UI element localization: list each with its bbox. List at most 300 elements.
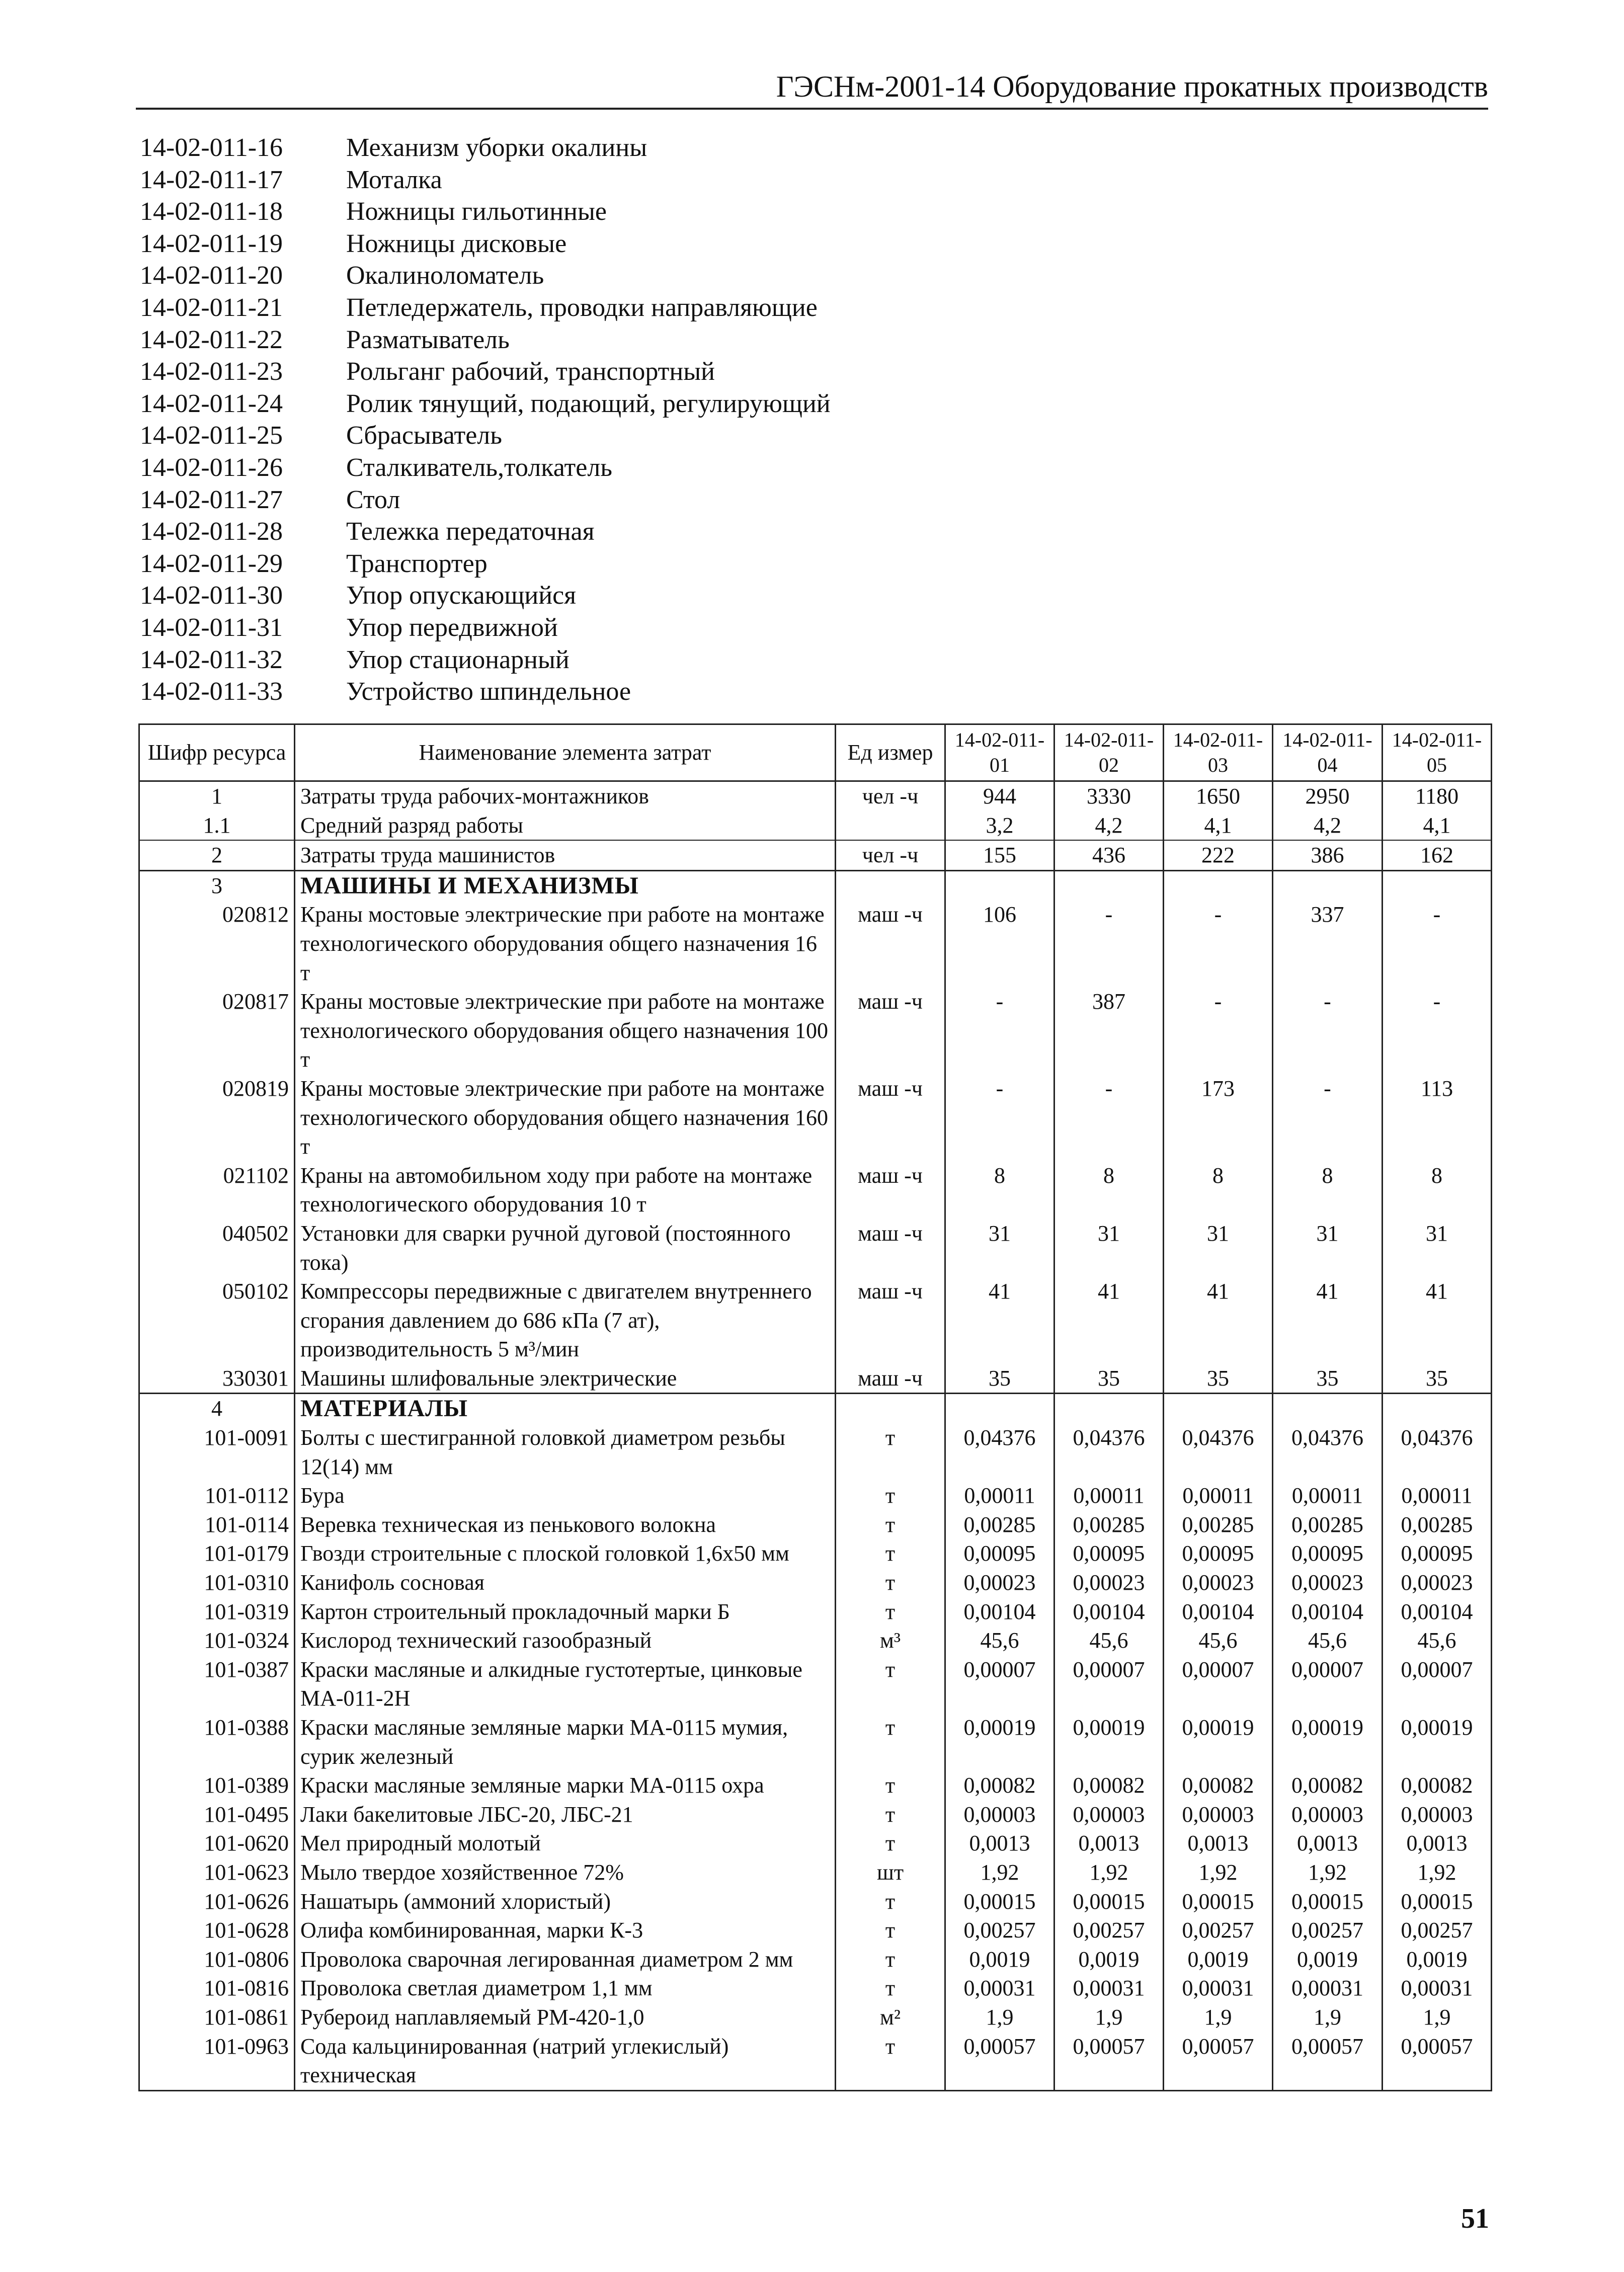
resource-code: 101-0628 bbox=[139, 1916, 295, 1945]
value-cell: 0,00031 bbox=[1273, 1974, 1383, 2003]
value-cell: 0,00104 bbox=[1054, 1597, 1164, 1627]
resource-name: Машины шлифовальные электрические bbox=[295, 1364, 836, 1394]
value-cell: 1,9 bbox=[1273, 2003, 1383, 2032]
page-number: 51 bbox=[1461, 2203, 1489, 2234]
value-cell: 0,00031 bbox=[1054, 1974, 1164, 2003]
resource-name: Проволока сварочная легированная диаметром 2 мм bbox=[295, 1945, 836, 1974]
resource-unit: т bbox=[836, 1597, 945, 1627]
resource-code: 1.1 bbox=[139, 811, 295, 841]
resource-code: 101-0310 bbox=[139, 1568, 295, 1597]
value-cell: 0,00257 bbox=[1164, 1916, 1273, 1945]
value-cell: 0,00082 bbox=[1383, 1771, 1492, 1800]
resource-code: 101-0319 bbox=[139, 1597, 295, 1627]
value-cell: 4,1 bbox=[1383, 811, 1492, 841]
value-cell: 0,00019 bbox=[1054, 1713, 1164, 1771]
resource-name: Краны мостовые электрические при работе на монтаже технологического оборудования общего назначения 160 т bbox=[295, 1074, 836, 1161]
table-row bbox=[139, 900, 1492, 987]
resource-name: Краски масляные и алкидные густотертые, цинковые МА-011-2Н bbox=[295, 1655, 836, 1713]
resource-unit: т bbox=[836, 1539, 945, 1568]
value-cell: 35 bbox=[1164, 1364, 1273, 1394]
value-cell: 0,00057 bbox=[1273, 2032, 1383, 2091]
value-cell: 41 bbox=[1164, 1277, 1273, 1364]
value-cell: 0,00011 bbox=[945, 1481, 1054, 1510]
value-cell: 0,00285 bbox=[1273, 1510, 1383, 1539]
resource-name: Лаки бакелитовые ЛБС-20, ЛБС-21 bbox=[295, 1800, 836, 1829]
resource-name: Краны мостовые электрические при работе на монтаже технологического оборудования общего назначения 100 т bbox=[295, 987, 836, 1074]
value-cell bbox=[1273, 870, 1383, 900]
header-col-4: 14-02-011-04 bbox=[1273, 724, 1383, 781]
value-cell: 8 bbox=[1273, 1161, 1383, 1219]
value-cell: 0,00057 bbox=[1164, 2032, 1273, 2091]
resource-name: Нашатырь (аммоний хлористый) bbox=[295, 1887, 836, 1916]
subsection-code: 14-02-011-32 bbox=[140, 645, 283, 674]
value-cell: 0,0013 bbox=[1273, 1829, 1383, 1858]
subsection-item bbox=[140, 356, 831, 388]
value-cell: 0,0013 bbox=[945, 1829, 1054, 1858]
value-cell: 944 bbox=[945, 781, 1054, 811]
subsection-name: Транспортер bbox=[346, 549, 488, 578]
value-cell: 0,00003 bbox=[1164, 1800, 1273, 1829]
value-cell: 0,00003 bbox=[1383, 1800, 1492, 1829]
subsection-name: Упор опускающийся bbox=[346, 581, 577, 610]
table-row bbox=[139, 1887, 1492, 1916]
value-cell: 45,6 bbox=[1054, 1626, 1164, 1655]
subsection-code: 14-02-011-17 bbox=[140, 165, 283, 194]
value-cell: 0,00023 bbox=[1054, 1568, 1164, 1597]
subsection-code: 14-02-011-26 bbox=[140, 453, 283, 482]
table-row bbox=[139, 1219, 1492, 1277]
resource-code: 101-0623 bbox=[139, 1858, 295, 1887]
subsection-item bbox=[140, 196, 831, 228]
value-cell: 0,00104 bbox=[945, 1597, 1054, 1627]
resource-name: Краски масляные земляные марки МА-0115 мумия, сурик железный bbox=[295, 1713, 836, 1771]
resource-code: 101-0388 bbox=[139, 1713, 295, 1771]
table-row bbox=[139, 1713, 1492, 1771]
subsection-code: 14-02-011-25 bbox=[140, 421, 283, 450]
header-name: Наименование элемента затрат bbox=[295, 724, 836, 781]
resource-code: 330301 bbox=[139, 1364, 295, 1394]
value-cell: 31 bbox=[1054, 1219, 1164, 1277]
resource-unit: т bbox=[836, 1481, 945, 1510]
subsection-code: 14-02-011-19 bbox=[140, 229, 283, 258]
header-code: Шифр ресурса bbox=[139, 724, 295, 781]
value-cell: 41 bbox=[945, 1277, 1054, 1364]
subsection-item bbox=[140, 260, 831, 292]
table-row bbox=[139, 1510, 1492, 1539]
resource-unit: маш -ч bbox=[836, 987, 945, 1074]
value-cell: - bbox=[945, 987, 1054, 1074]
resource-name: Бура bbox=[295, 1481, 836, 1510]
subsection-name: Ролик тянущий, подающий, регулирующий bbox=[346, 389, 831, 418]
resource-unit: маш -ч bbox=[836, 1161, 945, 1219]
resource-unit: т bbox=[836, 1829, 945, 1858]
value-cell: 0,00007 bbox=[1164, 1655, 1273, 1713]
subsection-name: Упор стационарный bbox=[346, 645, 570, 674]
table-row bbox=[139, 1481, 1492, 1510]
value-cell: 0,00257 bbox=[1273, 1916, 1383, 1945]
resource-unit: м³ bbox=[836, 1626, 945, 1655]
resource-unit bbox=[836, 870, 945, 900]
value-cell bbox=[1383, 1394, 1492, 1423]
value-cell: 0,00031 bbox=[1164, 1974, 1273, 2003]
value-cell: 0,0019 bbox=[1273, 1945, 1383, 1974]
subsection-code: 14-02-011-22 bbox=[140, 325, 283, 354]
resource-unit: т bbox=[836, 1887, 945, 1916]
value-cell bbox=[945, 1394, 1054, 1423]
value-cell: 0,00007 bbox=[1273, 1655, 1383, 1713]
value-cell: 1,92 bbox=[1054, 1858, 1164, 1887]
resource-name: Компрессоры передвижные с двигателем внутреннего сгорания давлением до 686 кПа (7 ат), производительность 5 м³/мин bbox=[295, 1277, 836, 1364]
table-row bbox=[139, 1597, 1492, 1627]
table-row bbox=[139, 2003, 1492, 2032]
resource-code: 020819 bbox=[139, 1074, 295, 1161]
resource-code: 101-0387 bbox=[139, 1655, 295, 1713]
resource-unit: маш -ч bbox=[836, 1277, 945, 1364]
value-cell: - bbox=[1054, 900, 1164, 987]
value-cell: 31 bbox=[1164, 1219, 1273, 1277]
resource-code: 101-0816 bbox=[139, 1974, 295, 2003]
resource-name: Краски масляные земляные марки МА-0115 охра bbox=[295, 1771, 836, 1800]
resource-code: 101-0324 bbox=[139, 1626, 295, 1655]
value-cell: 0,00095 bbox=[1273, 1539, 1383, 1568]
value-cell: 8 bbox=[1054, 1161, 1164, 1219]
resource-name: Проволока светлая диаметром 1,1 мм bbox=[295, 1974, 836, 2003]
table-row bbox=[139, 1568, 1492, 1597]
resource-unit bbox=[836, 811, 945, 841]
resource-name: Кислород технический газообразный bbox=[295, 1626, 836, 1655]
table-row bbox=[139, 1800, 1492, 1829]
subsection-name: Сталкиватель,толкатель bbox=[346, 453, 612, 482]
value-cell bbox=[1164, 1394, 1273, 1423]
value-cell: 3330 bbox=[1054, 781, 1164, 811]
subsection-item bbox=[140, 228, 831, 260]
subsection-item bbox=[140, 644, 831, 676]
resource-name: Гвозди строительные с плоской головкой 1,6x50 мм bbox=[295, 1539, 836, 1568]
value-cell: 0,00285 bbox=[1054, 1510, 1164, 1539]
value-cell: 0,00015 bbox=[945, 1887, 1054, 1916]
section-row bbox=[139, 1394, 1492, 1423]
subsection-name: Ножницы гильотинные bbox=[346, 197, 607, 226]
subsection-code: 14-02-011-20 bbox=[140, 261, 283, 290]
value-cell: 222 bbox=[1164, 840, 1273, 870]
subsection-item bbox=[140, 164, 831, 196]
value-cell: 0,00019 bbox=[1383, 1713, 1492, 1771]
running-header: ГЭСНм-2001-14 Оборудование прокатных производств bbox=[776, 70, 1488, 103]
subsection-code: 14-02-011-21 bbox=[140, 293, 283, 322]
value-cell: 0,0013 bbox=[1164, 1829, 1273, 1858]
value-cell: 0,0019 bbox=[1054, 1945, 1164, 1974]
value-cell: 0,0019 bbox=[945, 1945, 1054, 1974]
value-cell: - bbox=[1383, 987, 1492, 1074]
value-cell: 386 bbox=[1273, 840, 1383, 870]
value-cell: 1,92 bbox=[1383, 1858, 1492, 1887]
value-cell: 0,0013 bbox=[1054, 1829, 1164, 1858]
subsection-name: Устройство шпиндельное bbox=[346, 677, 631, 706]
subsection-code: 14-02-011-28 bbox=[140, 517, 283, 546]
value-cell: 0,00082 bbox=[1273, 1771, 1383, 1800]
value-cell: 106 bbox=[945, 900, 1054, 987]
resource-code: 101-0861 bbox=[139, 2003, 295, 2032]
subsection-item bbox=[140, 132, 831, 164]
subsection-name: Механизм уборки окалины bbox=[346, 133, 647, 162]
subsection-name: Стол bbox=[346, 485, 400, 514]
resource-name: Болты с шестигранной головкой диаметром резьбы 12(14) мм bbox=[295, 1423, 836, 1481]
header-col-1: 14-02-011-01 bbox=[945, 724, 1054, 781]
resource-unit: т bbox=[836, 1771, 945, 1800]
resource-code: 050102 bbox=[139, 1277, 295, 1364]
subsection-item bbox=[140, 676, 831, 708]
resource-unit: т bbox=[836, 1945, 945, 1974]
value-cell: 0,00011 bbox=[1054, 1481, 1164, 1510]
value-cell: 45,6 bbox=[1273, 1626, 1383, 1655]
value-cell: 0,00082 bbox=[945, 1771, 1054, 1800]
value-cell: 1180 bbox=[1383, 781, 1492, 811]
table-row bbox=[139, 987, 1492, 1074]
value-cell: 0,00031 bbox=[1383, 1974, 1492, 2003]
value-cell: 0,0019 bbox=[1383, 1945, 1492, 1974]
value-cell: 1,92 bbox=[1273, 1858, 1383, 1887]
value-cell: 41 bbox=[1383, 1277, 1492, 1364]
resource-unit: чел -ч bbox=[836, 781, 945, 811]
subsection-code: 14-02-011-31 bbox=[140, 613, 283, 642]
table-row bbox=[139, 1974, 1492, 2003]
resource-code: 3 bbox=[139, 870, 295, 900]
header-col-3: 14-02-011-03 bbox=[1164, 724, 1273, 781]
value-cell: 35 bbox=[1054, 1364, 1164, 1394]
value-cell: 0,00031 bbox=[945, 1974, 1054, 2003]
value-cell: 45,6 bbox=[945, 1626, 1054, 1655]
resource-name: Мыло твердое хозяйственное 72% bbox=[295, 1858, 836, 1887]
value-cell: 8 bbox=[945, 1161, 1054, 1219]
value-cell: 35 bbox=[1273, 1364, 1383, 1394]
resource-unit bbox=[836, 1394, 945, 1423]
value-cell: 1650 bbox=[1164, 781, 1273, 811]
value-cell: 31 bbox=[945, 1219, 1054, 1277]
table-row bbox=[139, 1277, 1492, 1364]
value-cell: 0,00082 bbox=[1054, 1771, 1164, 1800]
resource-unit: маш -ч bbox=[836, 1074, 945, 1161]
value-cell: 2950 bbox=[1273, 781, 1383, 811]
resource-unit: т bbox=[836, 1510, 945, 1539]
resource-unit: т bbox=[836, 1974, 945, 2003]
resource-code: 101-0806 bbox=[139, 1945, 295, 1974]
table-row bbox=[139, 1074, 1492, 1161]
value-cell: 3,2 bbox=[945, 811, 1054, 841]
value-cell: 8 bbox=[1164, 1161, 1273, 1219]
table-row bbox=[139, 840, 1492, 870]
value-cell: 0,00023 bbox=[1273, 1568, 1383, 1597]
value-cell: 0,00095 bbox=[945, 1539, 1054, 1568]
resource-code: 101-0963 bbox=[139, 2032, 295, 2091]
subsection-name: Сбрасыватель bbox=[346, 421, 502, 450]
header-col-2: 14-02-011-02 bbox=[1054, 724, 1164, 781]
value-cell: 1,9 bbox=[945, 2003, 1054, 2032]
resource-unit: маш -ч bbox=[836, 1364, 945, 1394]
resource-code: 101-0620 bbox=[139, 1829, 295, 1858]
value-cell bbox=[945, 870, 1054, 900]
section-title: МАТЕРИАЛЫ bbox=[295, 1394, 836, 1423]
subsection-item bbox=[140, 516, 831, 548]
table-row bbox=[139, 1364, 1492, 1394]
value-cell: 0,00104 bbox=[1383, 1597, 1492, 1627]
subsection-code: 14-02-011-18 bbox=[140, 197, 283, 226]
value-cell: - bbox=[945, 1074, 1054, 1161]
subsection-item bbox=[140, 612, 831, 644]
table-row bbox=[139, 1626, 1492, 1655]
value-cell: 4,1 bbox=[1164, 811, 1273, 841]
value-cell: 0,00257 bbox=[1383, 1916, 1492, 1945]
value-cell: - bbox=[1383, 900, 1492, 987]
subsection-list bbox=[140, 132, 831, 708]
resource-name: Сода кальцинированная (натрий углекислый) техническая bbox=[295, 2032, 836, 2091]
table-row bbox=[139, 1771, 1492, 1800]
value-cell: 0,00285 bbox=[945, 1510, 1054, 1539]
value-cell: 31 bbox=[1273, 1219, 1383, 1277]
resource-code: 101-0495 bbox=[139, 1800, 295, 1829]
value-cell: 0,00257 bbox=[945, 1916, 1054, 1945]
subsection-name: Окалиноломатель bbox=[346, 261, 544, 290]
value-cell: - bbox=[1164, 987, 1273, 1074]
subsection-item bbox=[140, 292, 831, 324]
value-cell bbox=[1164, 870, 1273, 900]
value-cell: 0,00057 bbox=[1054, 2032, 1164, 2091]
table-row bbox=[139, 1829, 1492, 1858]
table-row bbox=[139, 1423, 1492, 1481]
subsection-name: Рольганг рабочий, транспортный bbox=[346, 357, 715, 386]
value-cell: 0,00019 bbox=[945, 1713, 1054, 1771]
value-cell: 0,04376 bbox=[945, 1423, 1054, 1481]
resource-name: Рубероид наплавляемый РМ-420-1,0 bbox=[295, 2003, 836, 2032]
value-cell: - bbox=[1164, 900, 1273, 987]
value-cell: 41 bbox=[1054, 1277, 1164, 1364]
value-cell: 0,00082 bbox=[1164, 1771, 1273, 1800]
value-cell: 0,00023 bbox=[1164, 1568, 1273, 1597]
value-cell: 0,00011 bbox=[1273, 1481, 1383, 1510]
section-title: МАШИНЫ И МЕХАНИЗМЫ bbox=[295, 870, 836, 900]
subsection-code: 14-02-011-23 bbox=[140, 357, 283, 386]
value-cell: 436 bbox=[1054, 840, 1164, 870]
resource-unit: т bbox=[836, 2032, 945, 2091]
resource-code: 101-0626 bbox=[139, 1887, 295, 1916]
value-cell: 0,00011 bbox=[1164, 1481, 1273, 1510]
value-cell: 1,9 bbox=[1054, 2003, 1164, 2032]
value-cell bbox=[1273, 1394, 1383, 1423]
value-cell bbox=[1054, 870, 1164, 900]
resource-table bbox=[138, 723, 1492, 2091]
table-row bbox=[139, 1539, 1492, 1568]
subsection-item bbox=[140, 324, 831, 356]
value-cell: 0,00015 bbox=[1164, 1887, 1273, 1916]
subsection-code: 14-02-011-33 bbox=[140, 677, 283, 706]
value-cell: 8 bbox=[1383, 1161, 1492, 1219]
subsection-item bbox=[140, 484, 831, 516]
value-cell: 113 bbox=[1383, 1074, 1492, 1161]
table-row bbox=[139, 2032, 1492, 2091]
section-row bbox=[139, 870, 1492, 900]
value-cell: 31 bbox=[1383, 1219, 1492, 1277]
resource-code: 101-0091 bbox=[139, 1423, 295, 1481]
table-row bbox=[139, 1945, 1492, 1974]
value-cell: 0,04376 bbox=[1164, 1423, 1273, 1481]
subsection-item bbox=[140, 548, 831, 580]
value-cell: 0,00003 bbox=[1273, 1800, 1383, 1829]
resource-name: Картон строительный прокладочный марки Б bbox=[295, 1597, 836, 1627]
value-cell: 1,92 bbox=[1164, 1858, 1273, 1887]
value-cell: 173 bbox=[1164, 1074, 1273, 1161]
table-row bbox=[139, 1655, 1492, 1713]
resource-name: Затраты труда машинистов bbox=[295, 840, 836, 870]
value-cell: 0,00095 bbox=[1054, 1539, 1164, 1568]
resource-name: Установки для сварки ручной дуговой (постоянного тока) bbox=[295, 1219, 836, 1277]
resource-code: 101-0112 bbox=[139, 1481, 295, 1510]
resource-unit: м² bbox=[836, 2003, 945, 2032]
resource-unit: т bbox=[836, 1800, 945, 1829]
resource-code: 101-0114 bbox=[139, 1510, 295, 1539]
value-cell: 0,00285 bbox=[1164, 1510, 1273, 1539]
resource-name: Канифоль сосновая bbox=[295, 1568, 836, 1597]
subsection-code: 14-02-011-27 bbox=[140, 485, 283, 514]
subsection-name: Тележка передаточная bbox=[346, 517, 595, 546]
resource-name: Веревка техническая из пенькового волокна bbox=[295, 1510, 836, 1539]
value-cell: 45,6 bbox=[1383, 1626, 1492, 1655]
value-cell: 1,9 bbox=[1383, 2003, 1492, 2032]
value-cell: 0,00015 bbox=[1273, 1887, 1383, 1916]
value-cell: 0,04376 bbox=[1383, 1423, 1492, 1481]
resource-code: 021102 bbox=[139, 1161, 295, 1219]
subsection-code: 14-02-011-30 bbox=[140, 581, 283, 610]
value-cell: 0,00104 bbox=[1164, 1597, 1273, 1627]
value-cell: 4,2 bbox=[1273, 811, 1383, 841]
value-cell: 0,00015 bbox=[1383, 1887, 1492, 1916]
value-cell: 0,00095 bbox=[1164, 1539, 1273, 1568]
subsection-name: Петледержатель, проводки направляющие bbox=[346, 293, 818, 322]
subsection-name: Ножницы дисковые bbox=[346, 229, 567, 258]
subsection-name: Упор передвижной bbox=[346, 613, 558, 642]
value-cell: 0,00095 bbox=[1383, 1539, 1492, 1568]
resource-name: Средний разряд работы bbox=[295, 811, 836, 841]
resource-unit: чел -ч bbox=[836, 840, 945, 870]
table-row bbox=[139, 1858, 1492, 1887]
value-cell: 0,0013 bbox=[1383, 1829, 1492, 1858]
resource-unit: маш -ч bbox=[836, 1219, 945, 1277]
resource-unit: т bbox=[836, 1423, 945, 1481]
header-unit: Ед измер bbox=[836, 724, 945, 781]
table-row bbox=[139, 1161, 1492, 1219]
value-cell: 0,0019 bbox=[1164, 1945, 1273, 1974]
value-cell: 0,00023 bbox=[1383, 1568, 1492, 1597]
value-cell: 0,00104 bbox=[1273, 1597, 1383, 1627]
resource-code: 020812 bbox=[139, 900, 295, 987]
value-cell: 1,9 bbox=[1164, 2003, 1273, 2032]
value-cell: 155 bbox=[945, 840, 1054, 870]
table-row bbox=[139, 811, 1492, 841]
value-cell: 0,00015 bbox=[1054, 1887, 1164, 1916]
subsection-item bbox=[140, 388, 831, 420]
header-rule bbox=[136, 108, 1488, 110]
value-cell: 0,04376 bbox=[1054, 1423, 1164, 1481]
resource-code: 2 bbox=[139, 840, 295, 870]
resource-code: 040502 bbox=[139, 1219, 295, 1277]
subsection-name: Моталка bbox=[346, 165, 442, 194]
value-cell: 4,2 bbox=[1054, 811, 1164, 841]
resource-name: Мел природный молотый bbox=[295, 1829, 836, 1858]
table-row bbox=[139, 1916, 1492, 1945]
subsection-item bbox=[140, 420, 831, 452]
value-cell: 0,00057 bbox=[1383, 2032, 1492, 2091]
value-cell: 337 bbox=[1273, 900, 1383, 987]
subsection-code: 14-02-011-16 bbox=[140, 133, 283, 162]
subsection-code: 14-02-011-24 bbox=[140, 389, 283, 418]
